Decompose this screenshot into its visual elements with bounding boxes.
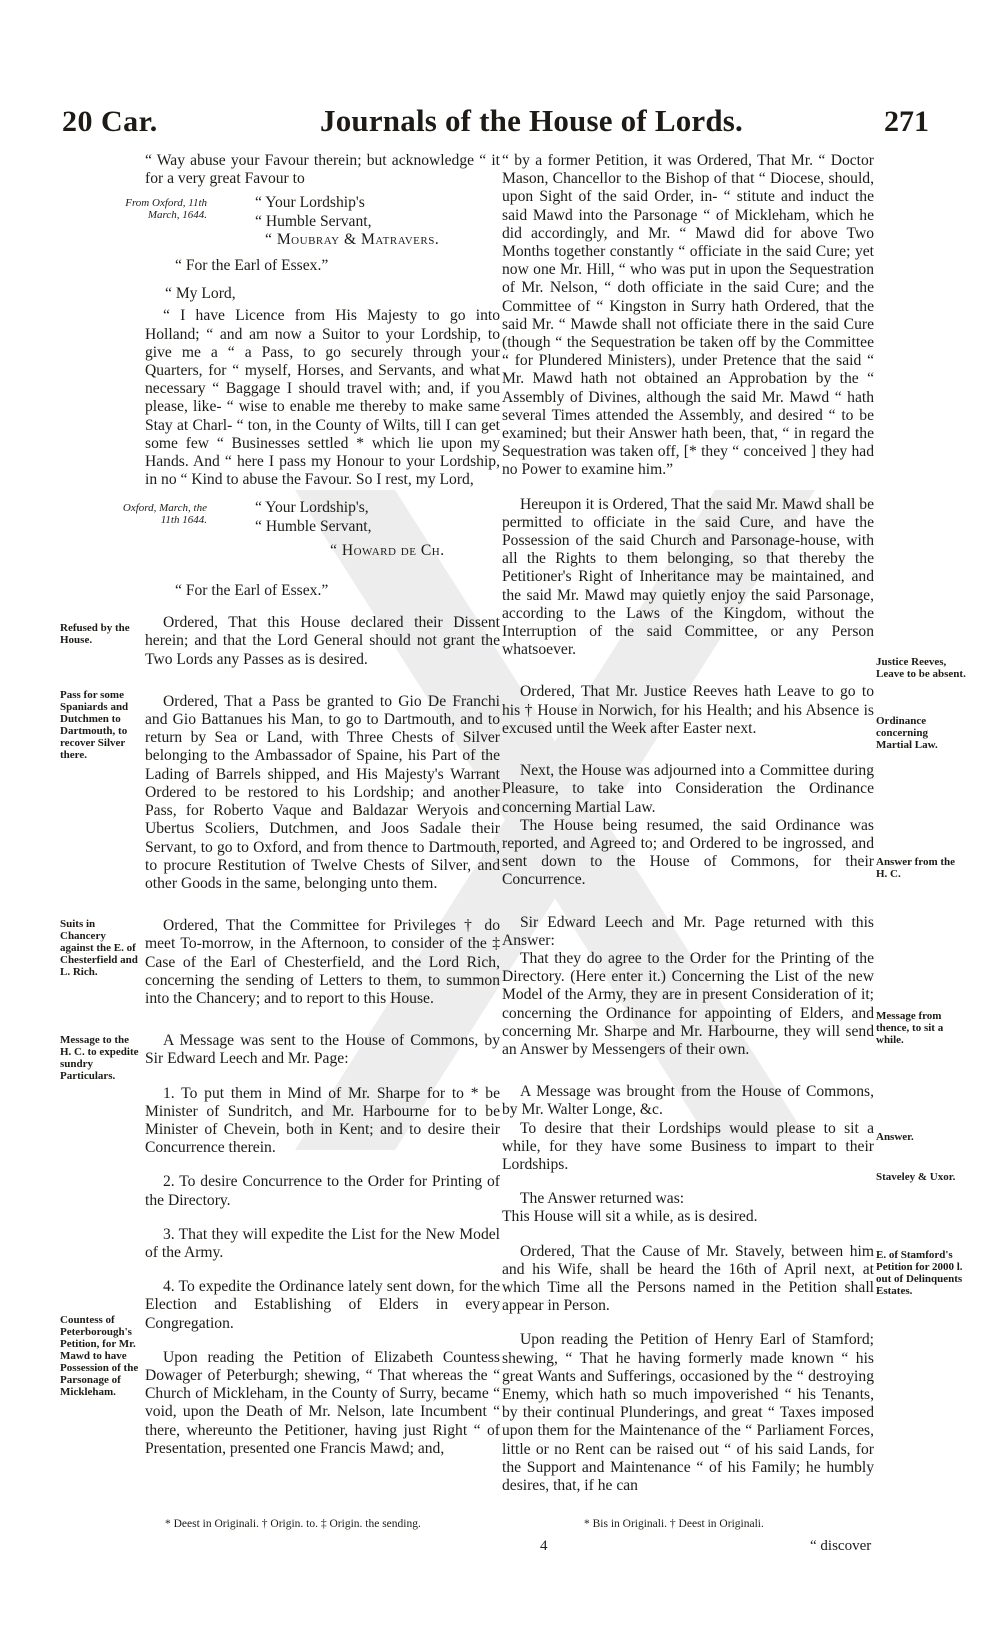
entry-resumed: The House being resumed, the said Ordinance was reported, and Agreed to; and Ordered to be ingrossed, and sent down to the House of Commons, for their Concurrence. [502, 816, 874, 889]
entry-pass: Ordered, That a Pass be granted to Gio De Franchi and Gio Battanues his Man, to go to Dartmouth, and to return by Sea or Land, with Three Chests of Silver belonging to the Ambassador of Spaine, his Part of the Lading of Barrels shipped, and His Majesty's Warrant Ordered to be restored to his Lordship; and another Pass, for Roberto Vaque and Baldazar Weryois and Ubertus Scoliers, Dutchmen, and Joos Sadale their Servant, to go to Oxford, and from thence to Dartmouth, to procure Restitution of Twelve Chests of Silver, and other Goods in the same, belonging unto them. [145, 692, 500, 892]
message-item-4: 4. To expedite the Ordinance lately sent down, for the Election and Establishing of Elders in every Congregation. [145, 1278, 500, 1332]
entry-stamford-petition: Upon reading the Petition of Henry Earl of Stamford; shewing, “ That he having formerly made known “ his great Wants and Sufferings, occasioned by the “ destroying Enemy, which hath so much impoverished “ his Tenants, by their continual Plunderings, and great “ Taxes imposed upon them for the Maintenance of the “ Parliament Forces, little or no Rent can be raised out “ of his said Lands, for the Support and Maintenance “ of his Family; he humbly desires, that, if he can [502, 1331, 874, 1494]
entry-refused: Ordered, That this House declared their Dissent herein; and that the Lord General should not grant the Two Lords any Passes as is desired. [145, 614, 500, 668]
entry-stavely: Ordered, That the Cause of Mr. Stavely, between him and his Wife, shall be heard the 16th of April next, at which Time all the Persons named in the Petition shall appear in Person. [502, 1242, 874, 1315]
margin-note-pass: Pass for some Spaniards and Dutchmen to Dartmouth, to recover Silver there. [60, 689, 129, 761]
header-regnal-year: 20 Car. [62, 105, 158, 138]
catchword: “ discover [810, 1538, 872, 1554]
message-item-3: 3. That they will expedite the List for the New Model of the Army. [145, 1225, 500, 1261]
footnotes-left: * Deest in Originali. † Origin. to. ‡ Origin. the sending. [165, 1518, 421, 1530]
letter1-ending: “ Way abuse your Favour therein; but acknowledge “ it for a very great Favour to [145, 152, 500, 188]
entry-reeves: Ordered, That Mr. Justice Reeves hath Leave to go to his † House in Norwich, for his Health; and his Absence is excused until the Week after Easter next. [502, 683, 874, 737]
entry-mawd-order: Hereupon it is Ordered, That the said Mr. Mawd shall be permitted to officiate in the said Cure, and have the Possession of the said Church and Parsonage-house, with all the Rights to them belonging, so that thereby the Petitioner's Right of Inheritance may be maintained, and the said Mr. Mawd may quietly enjoy the said Parsonage, according to the Laws of the Kingdom, without the Interruption of the said Committee, or any Person whatsoever. [502, 495, 874, 659]
letter2-salutation: “ My Lord, [165, 285, 236, 303]
entry-suits: Ordered, That the Committee for Privileges † do meet To-morrow, in the Afternoon, to consider of the ‡ Case of the Earl of Chesterfield, and the Lord Rich, concerning the sending of Letters to them, to summon into the Chancery; and to report to this House. [145, 917, 500, 1007]
margin-note-countess: Countess of Peterborough's Petition, for Mr. Mawd to have Possession of the Parsonage of Mickleham. [60, 1314, 139, 1398]
letter2-closing: Oxford, March, the 11th 1644. “ Your Lordship's, “ Humble Servant, [145, 499, 500, 535]
left-column [122, 152, 500, 1458]
entry-message: A Message was sent to the House of Commons, by Sir Edward Leech and Mr. Page: [145, 1032, 500, 1068]
entry-answer-content: That they do agree to the Order for the Printing of the Directory. (Here enter it.) Concerning the List of the new Model of the Army, they are in present Consideration of it; concerning the Ordinance for appointing of Elders, and concerning Mr. Sharpe and Mr. Harbourne, they will send an Answer by Messengers of their own. [502, 949, 874, 1058]
page-title: Journals of the House of Lords. [320, 103, 744, 138]
letter1-signature: “ Moubray & Matravers. [265, 230, 440, 248]
letter1-date: From Oxford, 11th March, 1644. [125, 197, 207, 222]
petition-continued: “ by a former Petition, it was Ordered, That Mr. “ Doctor Mason, Chancellor to the Bishop of that “ Diocese, should, upon Sight of the said Order, in- “ stitute and induct the said Mawd into the Parsonage “ of Mickleham, which he did accordingly, and Mr. “ Mawd did for above Two Months together constantly “ officiate in the said Cure; yet now one Mr. Hill, “ who was put in upon the Sequestration of Mr. Nelson, “ doth officiate in the said Cure; and the Committee of “ Kingston in Surry hath Ordered, that the said Mr. “ Mawde shall not officiate there in the said Cure (though “ the Sequestration be taken off by the Committee “ for Plundered Ministers), under Pretence that the said “ Mr. Mawd hath not obtained an Approbation by the “ Assembly of Divines, although the said Mr. Mawd “ hath several Times attended the Assembly, and desired “ to be examined; but their Answer hath been, that, “ in regard the Sequestration was taken off, [* they “ conceived ] they had no Power to examine him.” [502, 152, 874, 479]
margin-note-suits: Suits in Chancery against the E. of Chesterfield and L. Rich. [60, 918, 138, 978]
margin-note-refused: Refused by the House. [60, 622, 130, 646]
margin-note-stamford: E. of Stamford's Petition for 2000 l. out of Delinquents Estates. [876, 1249, 963, 1297]
signature-mark: 4 [540, 1538, 548, 1554]
margin-note-staveley: Staveley & Uxor. [876, 1171, 956, 1183]
message-item-2: 2. To desire Concurrence to the Order for Printing of the Directory. [145, 1173, 500, 1209]
right-column [502, 152, 874, 1495]
footnotes-right: * Bis in Originali. † Deest in Originali. [584, 1518, 764, 1530]
letter2-date: Oxford, March, the 11th 1644. [122, 502, 207, 527]
margin-note-message-from: Message from thence, to sit a while. [876, 1010, 944, 1046]
margin-note-answer: Answer. [876, 1131, 914, 1143]
letter2-body: “ I have Licence from His Majesty to go into Holland; “ and am now a Suitor to your Lordship, to give me a “ a Pass, to go securely through your Quarters, for “ myself, Horses, and Servants, and what necessary “ Baggage I should travel with; and, if you please, like- “ wise to enable me thereby to make same Stay at Charl- “ ton, in the County of Wilts, till I can get some few “ Businesses settled * which lie upon my Hands. And “ here I pass my Honour to your Lordship, in no “ Kind to abuse the Favour. So I rest, my Lord, [145, 307, 500, 489]
message-item-1: 1. To put them in Mind of Mr. Sharpe for to * be Minister of Sundritch, and Mr. Harbourne for to be Minister of Chevein, both in Kent; and to desire their Concurrence therein. [145, 1084, 500, 1157]
entry-sit-a-while: To desire that their Lordships would please to sit a while, for they have some Business to impart to their Lordships. [502, 1119, 874, 1173]
letter1-address: “ For the Earl of Essex.” [175, 257, 329, 275]
entry-answer-text: This House will sit a while, as is desired. [502, 1208, 758, 1226]
margin-note-reeves: Justice Reeves, Leave to be absent. [876, 656, 966, 680]
entry-answer-returned: Sir Edward Leech and Mr. Page returned with this Answer: [502, 913, 874, 949]
letter2-address: “ For the Earl of Essex.” [175, 582, 329, 600]
entry-countess-petition: Upon reading the Petition of Elizabeth Countess Dowager of Peterburgh; shewing, “ That whereas the “ Church of Mickleham, in the County of Surry, became “ void, upon the Death of Mr. Nelson, late Incumbent “ there, whereunto the Petitioner, having just Right “ of Presentation, presented one Francis Mawd; and, [145, 1348, 500, 1457]
entry-message-from-commons: A Message was brought from the House of Commons, by Mr. Walter Longe, &c. [502, 1083, 874, 1119]
entry-answer-label: The Answer returned was: [520, 1190, 685, 1208]
page-number: 271 [884, 105, 929, 138]
letter1-closing: From Oxford, 11th March, 1644. “ Your Lordship's “ Humble Servant, [145, 194, 500, 230]
margin-note-answer-hc: Answer from the H. C. [876, 856, 956, 880]
margin-note-message: Message to the H. C. to expedite sundry Particulars. [60, 1034, 139, 1082]
margin-note-ordinance: Ordinance concerning Martial Law. [876, 715, 938, 751]
letter2-signature: “ Howard de Ch. [330, 541, 445, 559]
entry-committee: Next, the House was adjourned into a Committee during Pleasure, to take into Consideration the Ordinance concerning Martial Law. [502, 762, 874, 816]
